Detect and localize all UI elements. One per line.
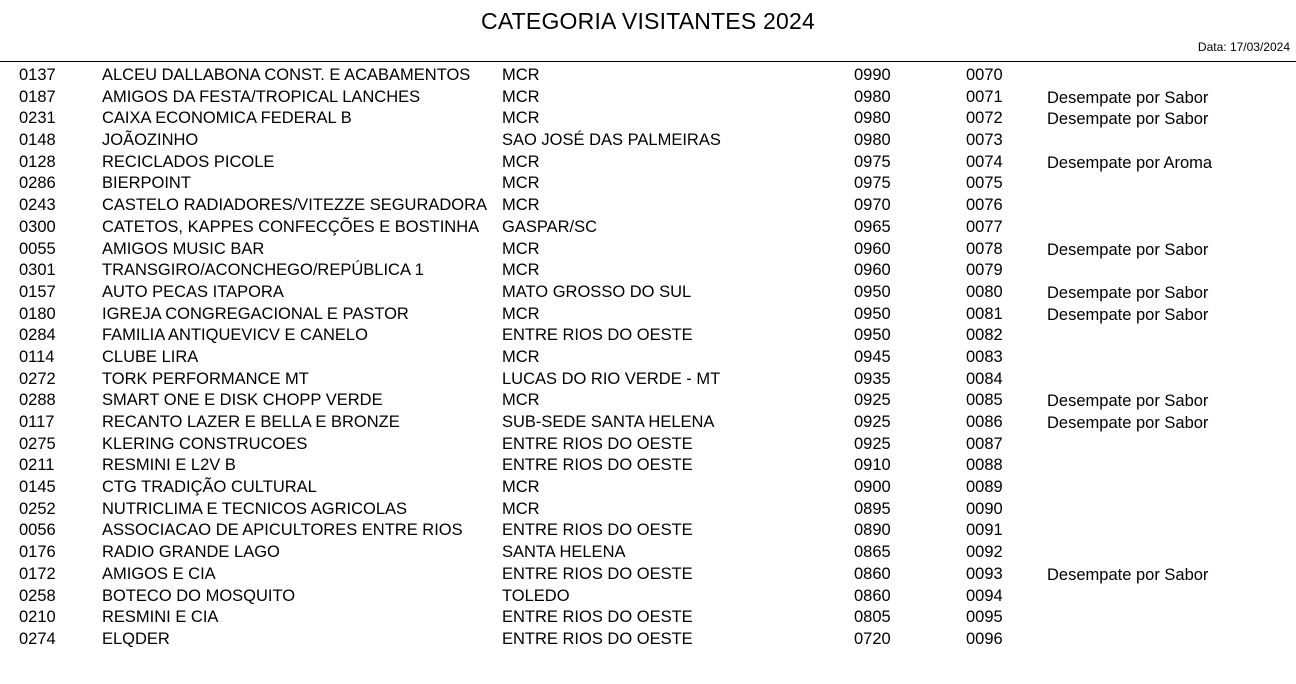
entry-rank: 0081 bbox=[966, 304, 1003, 323]
entry-score: 0910 bbox=[854, 456, 891, 475]
entry-name: TORK PERFORMANCE MT bbox=[102, 369, 309, 388]
entry-city: MCR bbox=[502, 478, 540, 497]
table-row bbox=[0, 282, 1296, 304]
entry-code: 0301 bbox=[19, 261, 56, 280]
entry-city: MCR bbox=[502, 239, 540, 258]
entry-code: 0288 bbox=[19, 391, 56, 410]
table-row bbox=[0, 152, 1296, 174]
entry-score: 0975 bbox=[854, 174, 891, 193]
entry-code: 0286 bbox=[19, 174, 56, 193]
entry-name: AUTO PECAS ITAPORA bbox=[102, 282, 284, 301]
table-row bbox=[0, 304, 1296, 326]
entry-city: MCR bbox=[502, 391, 540, 410]
entry-city: MCR bbox=[502, 87, 540, 106]
table-row bbox=[0, 108, 1296, 130]
entry-city: SAO JOSÉ DAS PALMEIRAS bbox=[502, 131, 721, 150]
entry-rank: 0075 bbox=[966, 174, 1003, 193]
entry-code: 0211 bbox=[19, 456, 55, 475]
entry-rank: 0086 bbox=[966, 413, 1003, 431]
table-row bbox=[0, 173, 1296, 195]
header-divider bbox=[0, 61, 1296, 62]
entry-name: JOÃOZINHO bbox=[102, 131, 199, 150]
entry-rank: 0096 bbox=[966, 629, 1003, 648]
entry-name: CASTELO RADIADORES/VITEZZE SEGURADORA bbox=[102, 196, 488, 215]
table-row bbox=[0, 65, 1296, 87]
entry-score: 0970 bbox=[854, 196, 891, 215]
table-row bbox=[0, 217, 1296, 239]
entry-score: 0895 bbox=[854, 499, 891, 518]
page-title: CATEGORIA VISITANTES 2024 bbox=[481, 8, 815, 34]
entry-score: 0860 bbox=[854, 564, 891, 583]
table-row bbox=[0, 629, 1296, 651]
table-row bbox=[0, 239, 1296, 261]
entry-score: 0945 bbox=[854, 347, 891, 366]
entry-name: CAIXA ECONOMICA FEDERAL B bbox=[102, 109, 352, 128]
entry-rank: 0093 bbox=[966, 564, 1003, 583]
entry-city: SUB-SEDE SANTA HELENA bbox=[502, 413, 715, 431]
entry-city: MCR bbox=[502, 304, 540, 323]
entry-city: MCR bbox=[502, 152, 540, 171]
entry-code: 0117 bbox=[19, 413, 55, 431]
entry-rank: 0092 bbox=[966, 543, 1003, 562]
entry-rank: 0087 bbox=[966, 434, 1003, 453]
entry-rank: 0079 bbox=[966, 261, 1003, 280]
entry-code: 0210 bbox=[19, 608, 56, 627]
entry-rank: 0080 bbox=[966, 282, 1003, 301]
entry-score: 0890 bbox=[854, 521, 891, 540]
table-row bbox=[0, 347, 1296, 369]
entry-rank: 0082 bbox=[966, 326, 1003, 345]
entry-code: 0258 bbox=[19, 586, 56, 605]
entry-code: 0056 bbox=[19, 521, 56, 540]
entry-name: KLERING CONSTRUCOES bbox=[102, 434, 308, 453]
entry-code: 0284 bbox=[19, 326, 56, 345]
table-row bbox=[0, 455, 1296, 477]
entry-note: Desempate por Sabor bbox=[1047, 283, 1209, 302]
table-row bbox=[0, 520, 1296, 542]
entry-note: Desempate por Sabor bbox=[1047, 565, 1209, 584]
entry-city: MCR bbox=[502, 174, 540, 193]
table-row bbox=[0, 260, 1296, 282]
entry-city: ENTRE RIOS DO OESTE bbox=[502, 564, 693, 583]
entry-name: FAMILIA ANTIQUEVICV E CANELO bbox=[102, 326, 368, 345]
entry-name: RECANTO LAZER E BELLA E BRONZE bbox=[102, 413, 400, 431]
entry-note: Desempate por Sabor bbox=[1047, 88, 1209, 107]
entry-name: CATETOS, KAPPES CONFECÇÕES E BOSTINHA bbox=[102, 217, 480, 236]
entry-score: 0990 bbox=[854, 66, 891, 84]
entry-code: 0172 bbox=[19, 564, 56, 583]
entry-name: CTG TRADIÇÃO CULTURAL bbox=[102, 478, 317, 497]
entry-city: ENTRE RIOS DO OESTE bbox=[502, 434, 693, 453]
entry-score: 0960 bbox=[854, 261, 891, 280]
entry-rank: 0078 bbox=[966, 239, 1003, 258]
entry-rank: 0071 bbox=[966, 87, 1003, 106]
entry-score: 0975 bbox=[854, 152, 891, 171]
entry-score: 0900 bbox=[854, 478, 891, 497]
entry-note: Desempate por Sabor bbox=[1047, 305, 1209, 324]
entry-name: AMIGOS MUSIC BAR bbox=[102, 239, 265, 258]
entry-code: 0114 bbox=[19, 347, 55, 366]
entry-rank: 0094 bbox=[966, 586, 1003, 605]
entry-name: BIERPOINT bbox=[102, 174, 191, 193]
entry-score: 0865 bbox=[854, 543, 891, 562]
entry-name: RECICLADOS PICOLE bbox=[102, 152, 275, 171]
table-row bbox=[0, 434, 1296, 456]
entry-city: MCR bbox=[502, 109, 540, 128]
entry-score: 0925 bbox=[854, 413, 891, 431]
entry-rank: 0091 bbox=[966, 521, 1003, 540]
table-row bbox=[0, 564, 1296, 586]
table-row bbox=[0, 412, 1296, 434]
entry-code: 0252 bbox=[19, 499, 56, 518]
entry-rank: 0089 bbox=[966, 478, 1003, 497]
report-date: Data: 17/03/2024 bbox=[1197, 40, 1290, 54]
entry-note: Desempate por Sabor bbox=[1047, 240, 1209, 259]
entry-city: MCR bbox=[502, 499, 540, 518]
entry-score: 0980 bbox=[854, 131, 891, 150]
entry-name: IGREJA CONGREGACIONAL E PASTOR bbox=[102, 304, 409, 323]
table-row bbox=[0, 607, 1296, 629]
entry-code: 0148 bbox=[19, 131, 56, 150]
entry-score: 0965 bbox=[854, 217, 891, 236]
entry-rank: 0085 bbox=[966, 391, 1003, 410]
entry-score: 0925 bbox=[854, 434, 891, 453]
entry-name: AMIGOS E CIA bbox=[102, 564, 216, 583]
entry-name: ALCEU DALLABONA CONST. E ACABAMENTOS bbox=[102, 66, 471, 84]
entry-code: 0055 bbox=[19, 239, 56, 258]
entry-rank: 0084 bbox=[966, 369, 1003, 388]
entry-city: TOLEDO bbox=[502, 586, 570, 605]
entry-city: ENTRE RIOS DO OESTE bbox=[502, 521, 693, 540]
entry-score: 0980 bbox=[854, 109, 891, 128]
table-row bbox=[0, 477, 1296, 499]
table-row bbox=[0, 87, 1296, 109]
entry-code: 0231 bbox=[19, 109, 56, 128]
entry-score: 0950 bbox=[854, 304, 891, 323]
table-row bbox=[0, 499, 1296, 521]
entry-city: MATO GROSSO DO SUL bbox=[502, 282, 692, 301]
entry-rank: 0070 bbox=[966, 66, 1003, 84]
entry-code: 0274 bbox=[19, 629, 56, 648]
entry-score: 0720 bbox=[854, 629, 891, 648]
entry-score: 0805 bbox=[854, 608, 891, 627]
entry-rank: 0083 bbox=[966, 347, 1003, 366]
entry-name: RADIO GRANDE LAGO bbox=[102, 543, 280, 562]
entry-score: 0950 bbox=[854, 326, 891, 345]
entry-rank: 0077 bbox=[966, 217, 1003, 236]
entry-name: ASSOCIACAO DE APICULTORES ENTRE RIOS bbox=[102, 521, 463, 540]
entry-city: MCR bbox=[502, 347, 540, 366]
entry-city: LUCAS DO RIO VERDE - MT bbox=[502, 369, 721, 388]
entry-note: Desempate por Sabor bbox=[1047, 392, 1209, 411]
table-row bbox=[0, 369, 1296, 391]
entry-city: ENTRE RIOS DO OESTE bbox=[502, 326, 693, 345]
results-table bbox=[0, 65, 1296, 651]
table-row bbox=[0, 586, 1296, 608]
entry-name: RESMINI E L2V B bbox=[102, 456, 236, 475]
entry-name: TRANSGIRO/ACONCHEGO/REPÚBLICA 1 bbox=[102, 261, 424, 280]
entry-score: 0950 bbox=[854, 282, 891, 301]
entry-city: MCR bbox=[502, 66, 540, 84]
entry-city: SANTA HELENA bbox=[502, 543, 626, 562]
table-row bbox=[0, 542, 1296, 564]
entry-city: MCR bbox=[502, 261, 540, 280]
entry-code: 0176 bbox=[19, 543, 56, 562]
table-row bbox=[0, 130, 1296, 152]
entry-score: 0960 bbox=[854, 239, 891, 258]
entry-code: 0157 bbox=[19, 282, 56, 301]
entry-city: ENTRE RIOS DO OESTE bbox=[502, 608, 693, 627]
entry-name: SMART ONE E DISK CHOPP VERDE bbox=[102, 391, 383, 410]
entry-rank: 0072 bbox=[966, 109, 1003, 128]
entry-code: 0137 bbox=[19, 66, 56, 84]
entry-code: 0180 bbox=[19, 304, 56, 323]
entry-name: AMIGOS DA FESTA/TROPICAL LANCHES bbox=[102, 87, 421, 106]
entry-code: 0128 bbox=[19, 152, 56, 171]
table-row bbox=[0, 390, 1296, 412]
entry-score: 0925 bbox=[854, 391, 891, 410]
entry-name: NUTRICLIMA E TECNICOS AGRICOLAS bbox=[102, 499, 408, 518]
entry-rank: 0074 bbox=[966, 152, 1003, 171]
table-row bbox=[0, 325, 1296, 347]
entry-name: BOTECO DO MOSQUITO bbox=[102, 586, 296, 605]
entry-code: 0275 bbox=[19, 434, 56, 453]
entry-note: Desempate por Sabor bbox=[1047, 110, 1209, 129]
entry-code: 0145 bbox=[19, 478, 56, 497]
entry-score: 0980 bbox=[854, 87, 891, 106]
entry-name: ELQDER bbox=[102, 629, 170, 648]
entry-name: RESMINI E CIA bbox=[102, 608, 219, 627]
entry-city: MCR bbox=[502, 196, 540, 215]
entry-rank: 0088 bbox=[966, 456, 1003, 475]
entry-rank: 0073 bbox=[966, 131, 1003, 150]
entry-code: 0243 bbox=[19, 196, 56, 215]
entry-score: 0935 bbox=[854, 369, 891, 388]
entry-code: 0187 bbox=[19, 87, 56, 106]
entry-code: 0300 bbox=[19, 217, 56, 236]
entry-code: 0272 bbox=[19, 369, 56, 388]
entry-city: ENTRE RIOS DO OESTE bbox=[502, 456, 693, 475]
entry-score: 0860 bbox=[854, 586, 891, 605]
entry-note: Desempate por Sabor bbox=[1047, 414, 1209, 432]
entry-rank: 0090 bbox=[966, 499, 1003, 518]
table-row bbox=[0, 195, 1296, 217]
entry-note: Desempate por Aroma bbox=[1047, 153, 1213, 172]
entry-city: GASPAR/SC bbox=[502, 217, 598, 236]
entry-rank: 0095 bbox=[966, 608, 1003, 627]
entry-rank: 0076 bbox=[966, 196, 1003, 215]
entry-city: ENTRE RIOS DO OESTE bbox=[502, 629, 693, 648]
entry-name: CLUBE LIRA bbox=[102, 347, 199, 366]
